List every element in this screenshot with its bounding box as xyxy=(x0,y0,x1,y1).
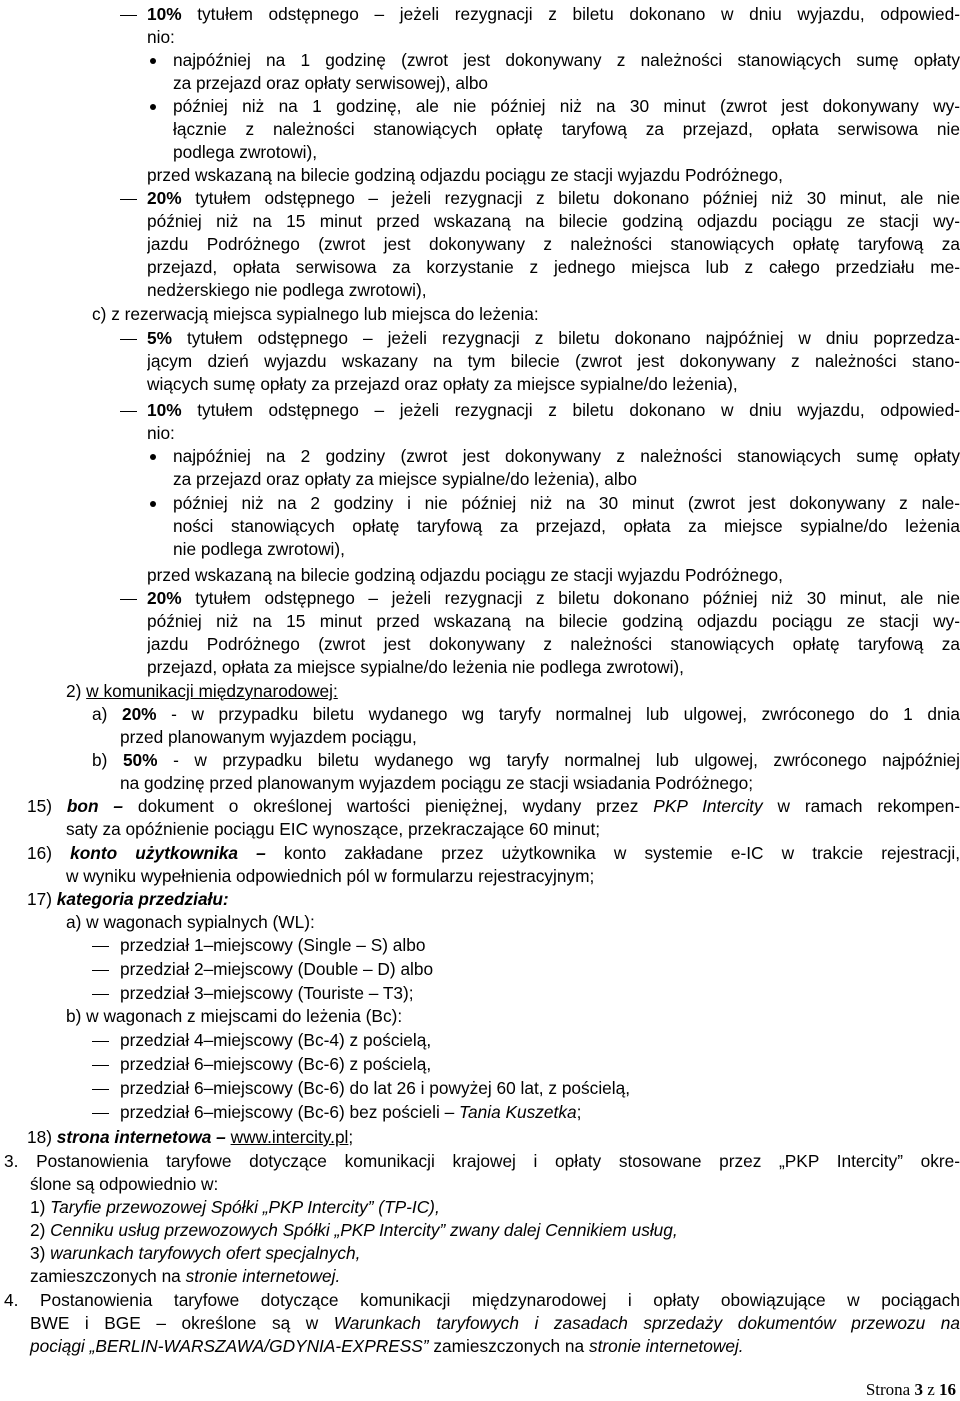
text-line: później niż na 2 godziny i nie później niż na 30 minut (zwrot jest dokonywany z nale- xyxy=(173,493,960,513)
page-number-footer xyxy=(866,1380,956,1400)
text-line: później niż na 15 minut przed wskazaną na bilecie godziną odjazdu pociągu ze stacji wy- xyxy=(147,211,960,231)
text-line: nie podlega zwrotowi), xyxy=(173,539,345,559)
dash-bullet-icon xyxy=(92,994,109,995)
text-line: łącznie z należności stanowiących opłatę taryfową za przejazd, opłata serwisowa nie xyxy=(173,119,960,139)
text-line: 4. Postanowienia taryfowe dotyczące komunikacji międzynarodowej i opłaty obowiązujące w pociągach xyxy=(4,1290,960,1310)
text-line: c) z rezerwacją miejsca sypialnego lub miejsca do leżenia: xyxy=(92,304,539,324)
dot-bullet-icon xyxy=(150,58,156,64)
text-line: przejazd, opłata za miejsce sypialne/do leżenia nie podlega zwrotowi), xyxy=(147,657,684,677)
dash-bullet-icon xyxy=(120,599,137,600)
text-line: nio: xyxy=(147,27,175,47)
text-line: przedział 6–miejscowy (Bc-6) z pościelą, xyxy=(120,1054,432,1074)
text-line: przedział 1–miejscowy (Single – S) albo xyxy=(120,935,426,955)
text-line: 2) Cenniku usług przewozowych Spółki „PKP Intercity” zwany dalej Cennikiem usług, xyxy=(30,1220,678,1240)
dot-bullet-icon xyxy=(150,104,156,110)
dash-bullet-icon xyxy=(120,411,137,412)
text-line: 1) Taryfie przewozowej Spółki „PKP Intercity” (TP-IC), xyxy=(30,1197,440,1217)
text-line: nio: xyxy=(147,423,175,443)
text-line: b) w wagonach z miejscami do leżenia (Bc): xyxy=(66,1006,403,1026)
text-line: przedział 3–miejscowy (Touriste – T3); xyxy=(120,983,414,1003)
text-line: nedżerskiego nie podlega zwrotowi), xyxy=(147,280,427,300)
text-line: przedział 2–miejscowy (Double – D) albo xyxy=(120,959,434,979)
text-line: 20% tytułem odstępnego – jeżeli rezygnacji z biletu dokonano później niż 30 minut, ale nie xyxy=(147,188,960,208)
text-line: jącym dzień wyjazdu wskazany na tym bilecie (zwrot jest dokonywany z należności stano- xyxy=(147,351,960,371)
dot-bullet-icon xyxy=(150,501,156,507)
text-line: na godzinę przed planowanym wyjazdem pociągu ze stacji wsiadania Podróżnego; xyxy=(120,773,754,793)
text-line: przedział 6–miejscowy (Bc-6) bez pościeli – Tania Kuszetka; xyxy=(120,1102,582,1122)
text-line: wiących sumę opłaty za przejazd oraz opłaty za miejsce sypialne/do leżenia), xyxy=(147,374,738,394)
text-line: 2) w komunikacji międzynarodowej: xyxy=(66,681,338,701)
text-line: zamieszczonych na stronie internetowej. xyxy=(30,1266,341,1286)
text-line: ślone są odpowiednio w: xyxy=(30,1174,219,1194)
text-line: 5% tytułem odstępnego – jeżeli rezygnacji z biletu dokonano najpóźniej w dniu poprzedza- xyxy=(147,328,960,348)
footer-total: 16 xyxy=(939,1380,956,1399)
text-line: 20% tytułem odstępnego – jeżeli rezygnacji z biletu dokonano później niż 30 minut, ale nie xyxy=(147,588,960,608)
footer-prefix: Strona xyxy=(865,1380,911,1399)
text-line: później niż na 15 minut przed wskazaną na bilecie godziną odjazdu pociągu ze stacji wy- xyxy=(147,611,960,631)
text-line: 17) kategoria przedziału: xyxy=(27,889,229,909)
dash-bullet-icon xyxy=(120,199,137,200)
text-line: przed wskazaną na bilecie godziną odjazdu pociągu ze stacji wyjazdu Podróżnego, xyxy=(147,165,783,185)
text-line: najpóźniej na 1 godzinę (zwrot jest dokonywany z należności stanowiących sumę opłaty xyxy=(173,50,960,70)
text-line: 3) warunkach taryfowych ofert specjalnych, xyxy=(30,1243,361,1263)
dash-bullet-icon xyxy=(92,1041,109,1042)
text-line: przejazd, opłata serwisowa za korzystanie z jednego miejsca lub z całego przedziału me- xyxy=(147,257,960,277)
text-line: pociągi „BERLIN-WARSZAWA/GDYNIA-EXPRESS” zamieszczonych na stronie internetowej. xyxy=(30,1336,744,1356)
text-line: ności stanowiących opłatę taryfową za przejazd, opłata za miejsce sypialne/do leżenia xyxy=(173,516,960,536)
text-line: saty za opóźnienie pociągu EIC wynoszące, przekraczające 60 minut; xyxy=(66,819,601,839)
text-line: przedział 4–miejscowy (Bc-4) z pościelą, xyxy=(120,1030,432,1050)
text-line: w wyniku wypełnienia odpowiednich pól w formularzu rejestracyjnym; xyxy=(66,866,595,886)
text-line: b) 50% - w przypadku biletu wydanego wg taryfy normalnej lub ulgowej, zwróconego najpóźniej xyxy=(92,750,960,770)
dash-bullet-icon xyxy=(120,339,137,340)
dash-bullet-icon xyxy=(92,1113,109,1114)
text-line: 10% tytułem odstępnego – jeżeli rezygnacji z biletu dokonano w dniu wyjazdu, odpowied- xyxy=(147,4,960,24)
text-line: jazdu Podróżnego (zwrot jest dokonywany z należności stanowiących opłatę taryfową za xyxy=(147,234,960,254)
text-line: później niż na 1 godzinę, ale nie później niż na 30 minut (zwrot jest dokonywany wy- xyxy=(173,96,960,116)
dot-bullet-icon xyxy=(150,454,156,460)
text-line: 3. Postanowienia taryfowe dotyczące komunikacji krajowej i opłaty stosowane przez „PKP Intercity” okre- xyxy=(4,1151,960,1171)
text-line: przed wskazaną na bilecie godziną odjazdu pociągu ze stacji wyjazdu Podróżnego, xyxy=(147,565,783,585)
text-line: a) w wagonach sypialnych (WL): xyxy=(66,912,315,932)
dash-bullet-icon xyxy=(92,1065,109,1066)
text-line: 18) strona internetowa – www.intercity.pl; xyxy=(27,1127,354,1147)
text-line: najpóźniej na 2 godziny (zwrot jest dokonywany z należności stanowiących sumę opłaty xyxy=(173,446,960,466)
footer-sep: z xyxy=(927,1380,935,1399)
text-line: przed planowanym wyjazdem pociągu, xyxy=(120,727,417,747)
text-line: a) 20% - w przypadku biletu wydanego wg taryfy normalnej lub ulgowej, zwróconego do 1 dnia xyxy=(92,704,960,724)
dash-bullet-icon xyxy=(92,970,109,971)
dash-bullet-icon xyxy=(92,1089,109,1090)
dash-bullet-icon xyxy=(92,946,109,947)
text-line: przedział 6–miejscowy (Bc-6) do lat 26 i powyżej 60 lat, z pościelą, xyxy=(120,1078,631,1098)
dash-bullet-icon xyxy=(120,15,137,16)
text-line: za przejazd oraz opłaty za miejsce sypialne/do leżenia), albo xyxy=(173,469,637,489)
text-line: 10% tytułem odstępnego – jeżeli rezygnacji z biletu dokonano w dniu wyjazdu, odpowied- xyxy=(147,400,960,420)
text-line: 16) konto użytkownika – konto zakładane przez użytkownika w systemie e-IC w trakcie rejestracji, xyxy=(27,843,960,863)
text-line: BWE i BGE – określone są w Warunkach taryfowych i zasadach sprzedaży dokumentów przewozu na xyxy=(30,1313,960,1333)
text-line: podlega zwrotowi), xyxy=(173,142,318,162)
text-line: jazdu Podróżnego (zwrot jest dokonywany z należności stanowiących opłatę taryfową za xyxy=(147,634,960,654)
footer-page: 3 xyxy=(914,1380,923,1399)
text-line: za przejazd oraz opłaty serwisowej), albo xyxy=(173,73,489,93)
text-line: 15) bon – dokument o określonej wartości pieniężnej, wydany przez PKP Intercity w ramach rekompen- xyxy=(27,796,960,816)
